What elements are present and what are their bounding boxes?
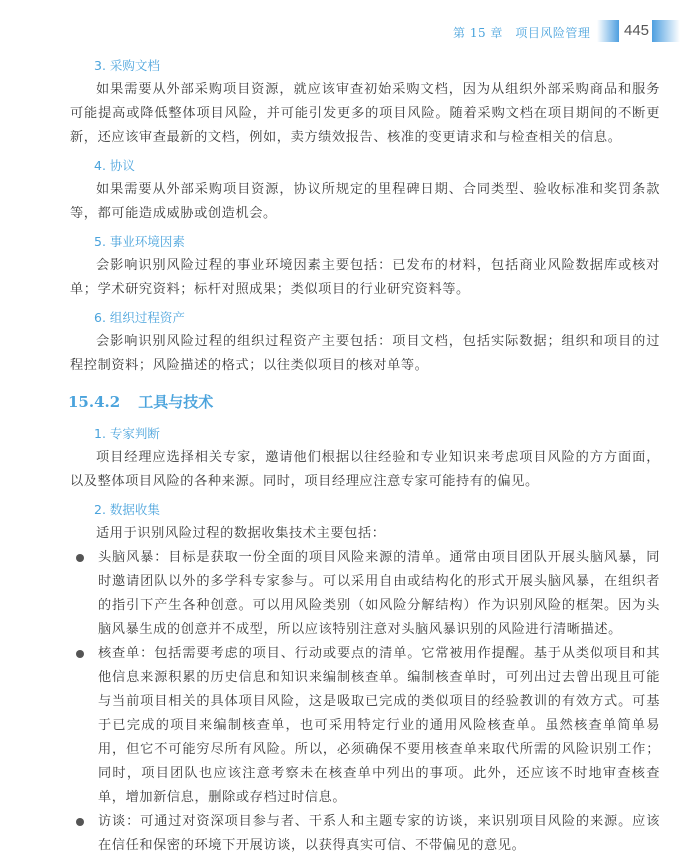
paragraph: 会影响识别风险过程的事业环境因素主要包括：已发布的材料，包括商业风险数据库或核对单；学术研究资料；标杆对照成果；类似项目的行业研究资料等。: [70, 258, 660, 297]
list-item: 核查单：包括需要考虑的项目、行动或要点的清单。它常被用作提醒。基于从类似项目和其他信息来源积累的历史信息和知识来编制核查单。编制核查单时，可列出过去曾出现且可能与当前项目相关的具体项目风险，这是吸取已完成的类似项目的经验教训的有效方式。可基于已完成的项目来编制核查单，也可采用特定行业的通用风险核查单。虽然核查单简单易用，但它不可能穷尽所有风险。所以，必须确保不要用核查单来取代所需的风险识别工作；同时，项目团队也应该注意考察未在核查单中列出的事项。此外，还应该不时地审查核查单，增加新信息，删除或存档过时信息。: [70, 642, 660, 810]
decorative-gradient-bar: [652, 20, 680, 42]
decorative-gradient-bar: [597, 20, 619, 42]
list-item: 头脑风暴：目标是获取一份全面的项目风险来源的清单。通常由项目团队开展头脑风暴，同时邀请团队以外的多学科专家参与。可以采用自由或结构化的形式开展头脑风暴，在组织者的指引下产生各种创意。可以用风险类别（如风险分解结构）作为识别风险的框架。因为头脑风暴生成的创意并不成型，所以应该特别注意对头脑风暴识别的风险进行清晰描述。: [70, 546, 660, 642]
list-item: 访谈：可通过对资深项目参与者、干系人和主题专家的访谈，来识别项目风险的来源。应该在信任和保密的环境下开展访谈，以获得真实可信、不带偏见的意见。: [70, 810, 660, 858]
section-heading: 2. 数据收集: [94, 502, 160, 517]
page-header: [0, 16, 680, 46]
section-heading: 5. 事业环境因素: [94, 234, 185, 249]
bullet-icon: [76, 818, 84, 826]
section-title: 工具与技术: [138, 393, 214, 411]
bullet-icon: [76, 650, 84, 658]
page-content: [70, 54, 660, 858]
section-number: 15.4.2: [68, 393, 121, 411]
bullet-list: [70, 546, 660, 858]
paragraph: 如果需要从外部采购项目资源，协议所规定的里程碑日期、合同类型、验收标准和奖罚条款等，都可能造成威胁或创造机会。: [70, 182, 660, 221]
paragraph: 会影响识别风险过程的组织过程资产主要包括：项目文档，包括实际数据；组织和项目的过程控制资料；风险描述的格式；以往类似项目的核对单等。: [70, 334, 660, 373]
page-number: 445: [624, 22, 650, 39]
bullet-icon: [76, 554, 84, 562]
section-heading: 1. 专家判断: [94, 426, 160, 441]
chapter-title: 第 15 章 项目风险管理: [453, 26, 591, 40]
paragraph: 适用于识别风险过程的数据收集技术主要包括：: [96, 526, 386, 541]
section-heading: 6. 组织过程资产: [94, 310, 185, 325]
paragraph: 项目经理应选择相关专家，邀请他们根据以往经验和专业知识来考虑项目风险的方方面面，以及整体项目风险的各种来源。同时，项目经理应注意专家可能持有的偏见。: [70, 450, 660, 489]
section-heading: 4. 协议: [94, 158, 135, 173]
chapter-section-heading: [68, 384, 660, 420]
paragraph: 如果需要从外部采购项目资源，就应该审查初始采购文档，因为从组织外部采购商品和服务可能提高或降低整体项目风险，并可能引发更多的项目风险。随着采购文档在项目期间的不断更新，还应该审查最新的文档，例如，卖方绩效报告、核准的变更请求和与检查相关的信息。: [70, 82, 660, 145]
section-heading: 3. 采购文档: [94, 58, 160, 73]
